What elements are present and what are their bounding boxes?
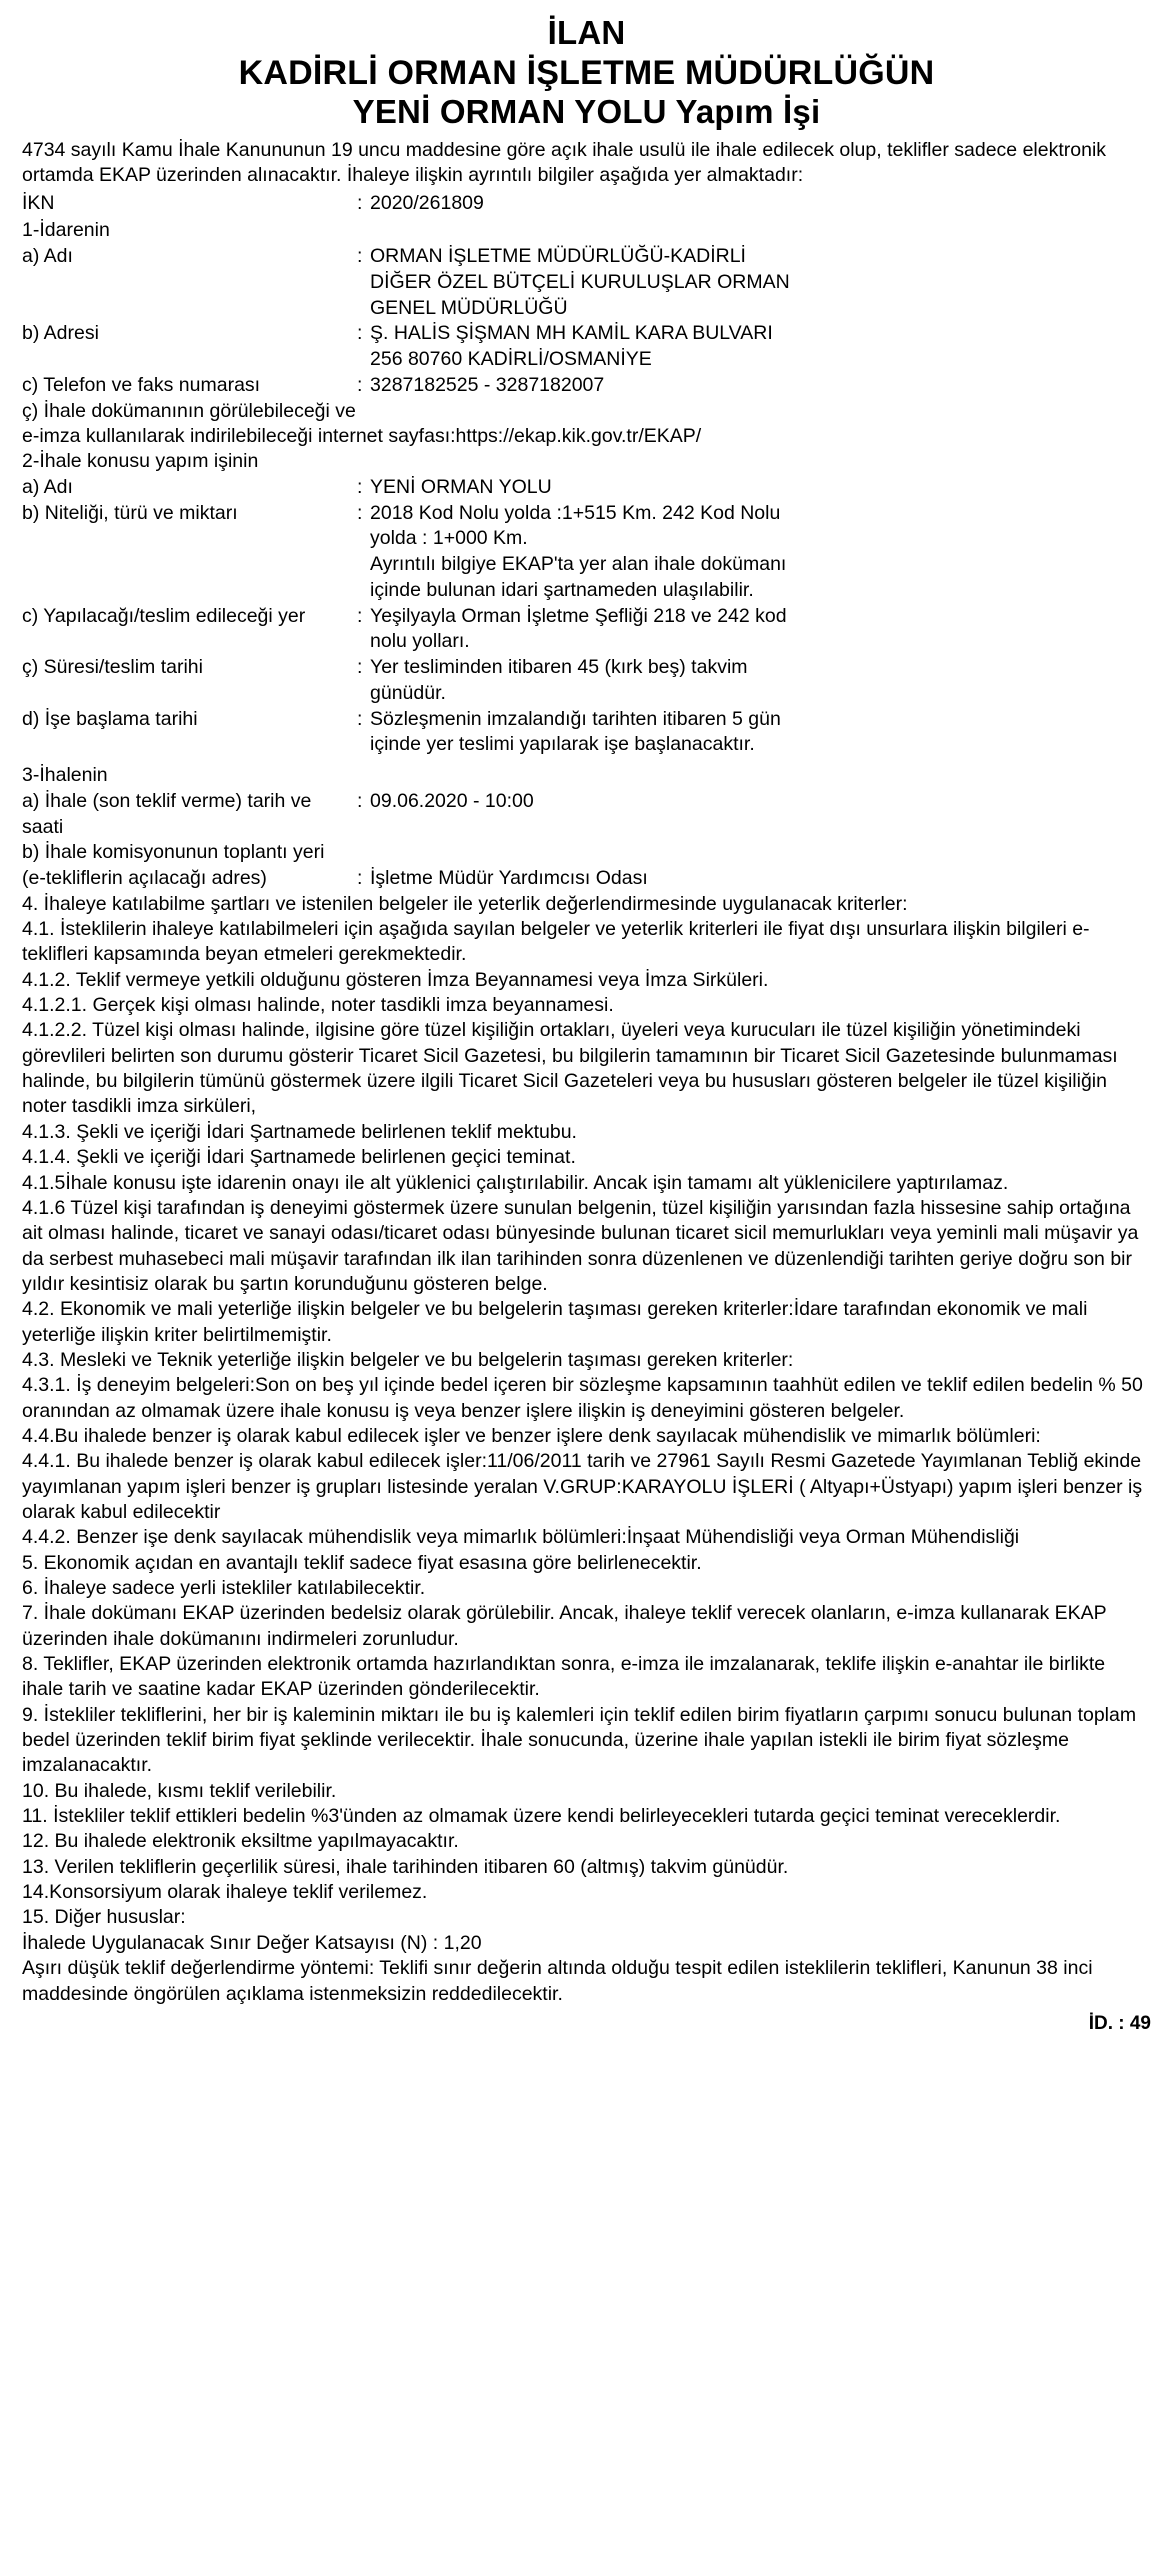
section-2-item-c-value: Yeşilyayla Orman İşletme Şefliği 218 ve 242 kod [370, 604, 787, 627]
section-2-item-cedilla [22, 655, 1151, 681]
paragraph-4-1-3: 4.1.3. Şekli ve içeriği İdari Şartnamede belirlenen teklif mektubu. [22, 1120, 577, 1143]
section-1-item-c-value: 3287182525 - 3287182007 [370, 373, 605, 396]
row-ikn-colon: : [357, 191, 363, 214]
section-2-item-c-sub-1: nolu yolları. [370, 630, 470, 653]
paragraph-4: 4. İhaleye katılabilme şartları ve istenilen belgeler ile yeterlik değerlendirmesinde uygulanacak kriterler: [22, 892, 908, 915]
section-2-item-a-value: YENİ ORMAN YOLU [370, 475, 552, 498]
row-ikn [22, 191, 1151, 217]
section-2-item-cedilla-colon: : [357, 656, 363, 679]
section-3-heading: 3-İhalenin [22, 764, 108, 787]
section-1-item-b-colon: : [357, 322, 363, 345]
paragraph-4-1-2-1: 4.1.2.1. Gerçek kişi olması halinde, noter tasdikli imza beyannamesi. [22, 994, 614, 1017]
paragraph-7: 7. İhale dokümanı EKAP üzerinden bedelsiz olarak görülebilir. Ancak, ihaleye teklif verecek olanların, e-imza kullanarak EKAP üzerinden ihale dokümanını indirmeleri zorunludur. [22, 1602, 1107, 1650]
section-2-item-c-colon: : [357, 604, 363, 627]
section-1-item-b-value: Ş. HALİS ŞİŞMAN MH KAMİL KARA BULVARI [370, 322, 773, 345]
section-2-item-d [22, 707, 1151, 733]
paragraph-4-3-1: 4.3.1. İş deneyim belgeleri:Son on beş yıl içinde bedel içeren bir sözleşme kapsamının taahhüt edilen ve teklif edilen bedelin % 50 oranından az olmamak üzere ihale konusu iş veya benzer işlere ilişkin iş deneyimini gösteren belgeler. [22, 1374, 1143, 1422]
section-1-item-c [22, 373, 1151, 399]
section-3-item-b-key-line-1: b) İhale komisyonunun toplantı yeri [22, 841, 325, 864]
section-2-item-cedilla-sub-1: günüdür. [370, 681, 446, 704]
intro-paragraph: 4734 sayılı Kamu İhale Kanununun 19 uncu maddesine göre açık ihale usulü ile ihale edilecek olup, teklifler sadece elektronik ortamda EKAP üzerinden alınacaktır. İhaleye ilişkin ayrıntılı bilgiler aşağıda yer almaktadır: [22, 138, 1107, 187]
row-ikn-key: İKN [22, 191, 55, 214]
paragraph-sinir-deger: İhalede Uygulanacak Sınır Değer Katsayısı (N) : 1,20 [22, 1931, 482, 1954]
section-1-item-a-sub-1: DİĞER ÖZEL BÜTÇELİ KURULUŞLAR ORMAN [370, 270, 790, 293]
section-2-item-b-sub-2: Ayrıntılı bilgiye EKAP'ta yer alan ihale dokümanı [370, 553, 787, 576]
paragraph-11: 11. İstekliler teklif ettikleri bedelin %3'ünden az olmamak üzere kendi belirleyecekleri tutarda geçici teminat vereceklerdir. [22, 1805, 1061, 1828]
paragraph-4-4-2: 4.4.2. Benzer işe denk sayılacak mühendislik veya mimarlık bölümleri:İnşaat Mühendisliği veya Orman Mühendisliği [22, 1526, 1020, 1549]
section-3-item-a [22, 789, 1151, 840]
section-3-item-a-value: 09.06.2020 - 10:00 [370, 789, 534, 812]
section-2-item-b-value: 2018 Kod Nolu yolda :1+515 Km. 242 Kod Nolu [370, 501, 781, 524]
section-2-item-c [22, 604, 1151, 630]
section-1-item-b-key: b) Adresi [22, 322, 99, 345]
paragraph-9: 9. İstekliler tekliflerini, her bir iş kaleminin miktarı ile bu iş kalemleri için teklif edilen birim fiyatların çarpımı sonucu bulunan toplam bedel üzerinden teklif birim fiyat şeklinde verilecektir. İhale sonucunda, üzerine ihale yapılan istekli ile birim fiyat sözleşme imzalanacaktır. [22, 1703, 1137, 1777]
row-ikn-value: 2020/261809 [370, 191, 484, 214]
paragraph-4-2: 4.2. Ekonomik ve mali yeterliğe ilişkin belgeler ve bu belgelerin taşıması gereken kriterler:İdare tarafından ekonomik ve mali yeterliğe ilişkin kriter belirtilmemiştir. [22, 1298, 1088, 1346]
title-line-3: YENİ ORMAN YOLU Yapım İşi [352, 93, 821, 131]
section-1-item-b-sub-1: 256 80760 KADİRLİ/OSMANİYE [370, 348, 652, 371]
section-1-item-a [22, 244, 1151, 270]
section-1-document-line-1: ç) İhale dokümanının görülebileceği ve [22, 399, 356, 422]
footer-id: İD. : 49 [1088, 2012, 1151, 2034]
paragraph-asiri-dusuk: Aşırı düşük teklif değerlendirme yöntemi: Teklifi sınır değerin altında olduğu tespit edilen isteklilerin teklifleri, Kanunun 38 inci maddesinde öngörülen açıklama istenmeksizin reddedilecektir. [22, 1957, 1093, 2005]
paragraph-12: 12. Bu ihalede elektronik eksiltme yapılmayacaktır. [22, 1830, 459, 1853]
section-3-item-a-colon: : [357, 789, 363, 812]
section-1-item-a-value: ORMAN İŞLETME MÜDÜRLÜĞÜ-KADİRLİ [370, 245, 746, 268]
paragraph-10: 10. Bu ihalede, kısmı teklif verilebilir. [22, 1779, 337, 1802]
section-1-item-c-colon: : [357, 373, 363, 396]
section-3-item-b-value: İşletme Müdür Yardımcısı Odası [370, 866, 648, 889]
paragraph-13: 13. Verilen tekliflerin geçerlilik süresi, ihale tarihinden itibaren 60 (altmış) takvim günüdür. [22, 1855, 789, 1878]
section-2-item-d-value: Sözleşmenin imzalandığı tarihten itibaren 5 gün [370, 707, 781, 730]
section-2-item-b-colon: : [357, 501, 363, 524]
title-line-2: KADİRLİ ORMAN İŞLETME MÜDÜRLÜĞÜN [238, 53, 935, 92]
document-title-block [22, 14, 1151, 132]
section-2-heading: 2-İhale konusu yapım işinin [22, 450, 259, 473]
section-1-item-a-sub-2: GENEL MÜDÜRLÜĞÜ [370, 296, 568, 319]
title-line-1: İLAN [547, 14, 626, 51]
section-2-item-d-key: d) İşe başlama tarihi [22, 707, 198, 730]
paragraph-4-1-5: 4.1.5İhale konusu işte idarenin onayı ile alt yüklenici çalıştırılabilir. Ancak işin tamamı alt yüklenicilere yaptırılamaz. [22, 1171, 1009, 1194]
section-2-item-cedilla-key: ç) Süresi/teslim tarihi [22, 656, 203, 679]
paragraph-4-1-4: 4.1.4. Şekli ve içeriği İdari Şartnamede belirlenen geçici teminat. [22, 1146, 576, 1169]
section-2-item-d-colon: : [357, 707, 363, 730]
paragraph-6: 6. İhaleye sadece yerli istekliler katılabilecektir. [22, 1577, 426, 1599]
paragraph-4-3: 4.3. Mesleki ve Teknik yeterliğe ilişkin belgeler ve bu belgelerin taşıması gereken kriterler: [22, 1348, 794, 1371]
paragraph-14: 14.Konsorsiyum olarak ihaleye teklif verilemez. [22, 1881, 428, 1904]
section-1-item-c-key: c) Telefon ve faks numarası [22, 373, 261, 396]
paragraph-4-1-6: 4.1.6 Tüzel kişi tarafından iş deneyimi göstermek üzere sunulan belgenin, tüzel kişiliğin yarısından fazla hissesine sahip ortağına ait olması halinde, ticaret ve sanayi odası/ticaret odası bünyesinde bulunan ticaret sicil memurlukları veya yeminli mali müşavir ya da serbest muhasebeci mali müşavir tarafından ilk ilan tarihinden sonra düzenlenen ve düzenlendiği tarihten geriye doğru son bir yıldır kesintisiz olarak bu şartın korunduğunu gösteren belge. [22, 1196, 1139, 1295]
section-3-item-b-key [22, 840, 357, 891]
section-3-item-b-key-line-2: (e-tekliflerin açılacağı adres) [22, 866, 267, 889]
section-2-item-b-sub-1: yolda : 1+000 Km. [370, 527, 528, 550]
section-1-item-a-colon: : [357, 245, 363, 268]
paragraph-4-1-2-2: 4.1.2.2. Tüzel kişi olması halinde, ilgisine göre tüzel kişiliğin ortakları, üyeleri veya kurucuları ile tüzel kişiliğin yönetimindeki görevlileri belirten son durumu gösterir Ticaret Sicil Gazetesi, bu bilgilerin tamamının bir Ticaret Sicil Gazetesinde bulunmaması halinde, bu bilgilerin tümünü göstermek üzere ilgili Ticaret Sicil Gazeteleri veya bu hususları gösteren belgeler ile tüzel kişiliğin noter tasdikli imza sirküleri, [22, 1019, 1118, 1118]
section-2-item-b [22, 501, 1151, 527]
section-2-item-c-key: c) Yapılacağı/teslim edileceği yer [22, 604, 306, 627]
paragraph-4-4: 4.4.Bu ihalede benzer iş olarak kabul edilecek işler ve benzer işlere denk sayılacak mühendislik ve mimarlık bölümleri: [22, 1424, 1041, 1447]
section-2-item-b-sub-3: içinde bulunan idari şartnameden ulaşılabilir. [370, 578, 754, 601]
section-1-document-line-2: e-imza kullanılarak indirilebileceği internet sayfası:https://ekap.kik.gov.tr/EKAP/ [22, 424, 702, 447]
section-3-item-b [22, 840, 1151, 891]
section-1-item-b [22, 321, 1151, 347]
paragraph-8: 8. Teklifler, EKAP üzerinden elektronik ortamda hazırlandıktan sonra, e-imza ile imzalanarak, teklife ilişkin e-anahtar ile birlikte ihale tarih ve saatine kadar EKAP üzerinden gönderilecektir. [22, 1653, 1106, 1701]
section-2-item-a [22, 475, 1151, 501]
paragraph-4-1-2: 4.1.2. Teklif vermeye yetkili olduğunu gösteren İmza Beyannamesi veya İmza Sirküleri. [22, 968, 769, 991]
section-3-item-a-key: a) İhale (son teklif verme) tarih ve saati [22, 789, 312, 838]
paragraph-5: 5. Ekonomik açıdan en avantajlı teklif sadece fiyat esasına göre belirlenecektir. [22, 1551, 702, 1574]
paragraph-4-1: 4.1. İsteklilerin ihaleye katılabilmeleri için aşağıda sayılan belgeler ve yeterlik kriterleri ile fiyat dışı unsurlara ilişkin bilgileri e-teklifleri kapsamında beyan etmeleri gerekmektedir. [22, 918, 1090, 966]
section-1-heading: 1-İdarenin [22, 219, 110, 242]
section-2-item-a-key: a) Adı [22, 475, 73, 498]
section-3-item-b-colon: : [357, 866, 363, 889]
paragraph-4-4-1: 4.4.1. Bu ihalede benzer iş olarak kabul edilecek işler:11/06/2011 tarih ve 27961 Sayılı Resmi Gazetede Yayımlanan Tebliğ ekinde yayımlanan yapım işleri benzer iş grupları listesinde yeralan V.GRUP:KARAYOLU İŞLERİ ( Altyapı+Üstyapı) yapım işleri benzer iş olarak kabul edilecektir [22, 1450, 1143, 1523]
section-2-item-a-colon: : [357, 475, 363, 498]
document-body [22, 138, 1151, 2033]
paragraph-15: 15. Diğer hususlar: [22, 1906, 186, 1929]
section-2-item-b-key: b) Niteliği, türü ve miktarı [22, 501, 238, 524]
section-2-item-cedilla-value: Yer tesliminden itibaren 45 (kırk beş) takvim [370, 656, 748, 679]
section-1-item-a-key: a) Adı [22, 245, 73, 268]
section-2-item-d-sub-1: içinde yer teslimi yapılarak işe başlanacaktır. [370, 733, 755, 756]
